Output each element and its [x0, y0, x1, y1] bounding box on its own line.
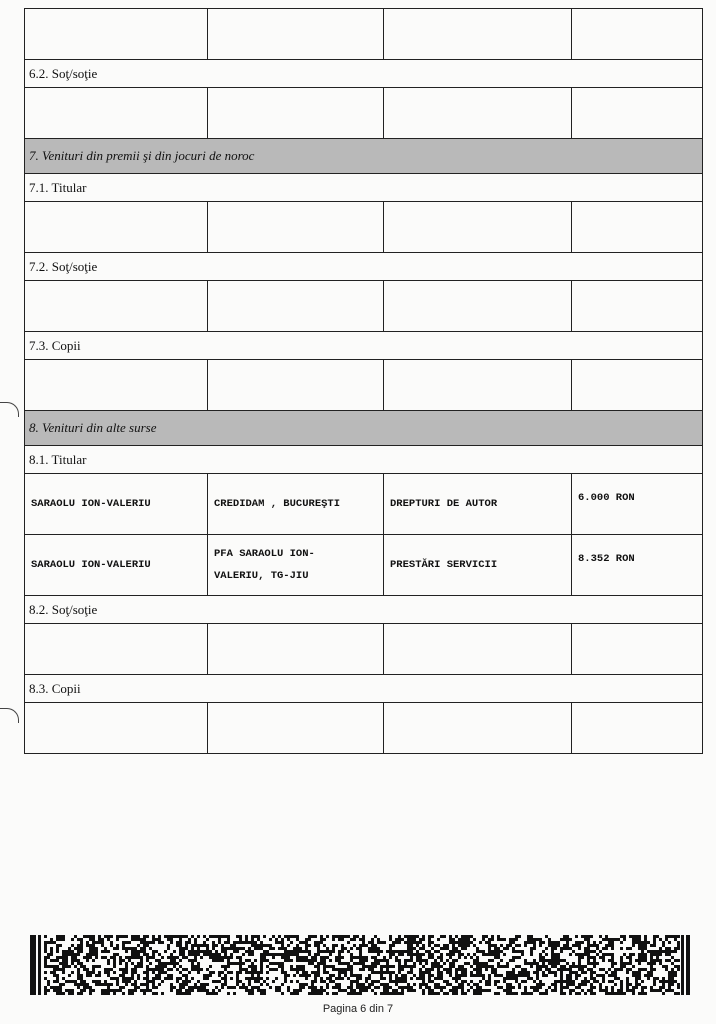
- row-label: 8.2. Soţ/soţie: [25, 596, 702, 624]
- section-header: 8. Venituri din alte surse: [25, 411, 702, 446]
- page-number: Pagina 6 din 7: [322, 1003, 394, 1015]
- table-row: [25, 474, 702, 535]
- row-label: 8.1. Titular: [25, 446, 702, 474]
- service-cell: DREPTURI DE AUTOR: [384, 474, 572, 534]
- beneficiary-cell: SARAOLU ION-VALERIU: [25, 535, 208, 595]
- table-row: [25, 624, 702, 675]
- source-line: VALERIU, TG-JIU: [214, 570, 309, 582]
- beneficiary-cell: SARAOLU ION-VALERIU: [25, 474, 208, 534]
- service-cell: PRESTĂRI SERVICII: [384, 535, 572, 595]
- table-row: [25, 9, 702, 60]
- source-line: PFA SARAOLU ION-: [214, 548, 315, 560]
- punch-hole-mark: [0, 402, 19, 417]
- section-header: 7. Venituri din premii şi din jocuri de noroc: [25, 139, 702, 174]
- table-row: [25, 703, 702, 754]
- row-label: 7.2. Soţ/soţie: [25, 253, 702, 281]
- table-row: [25, 202, 702, 253]
- amount-cell: 8.352 RON: [578, 553, 635, 565]
- table-row: [25, 281, 702, 332]
- row-label: 7.3. Copii: [25, 332, 702, 360]
- source-cell: CREDIDAM , BUCUREŞTI: [208, 474, 384, 534]
- source-cell: [208, 535, 384, 595]
- row-label: 8.3. Copii: [25, 675, 702, 703]
- table-row: [25, 88, 702, 139]
- row-label: 6.2. Soţ/soţie: [25, 60, 702, 88]
- table-row: [25, 535, 702, 596]
- amount-cell: 6.000 RON: [578, 492, 635, 504]
- barcode-image: [30, 935, 690, 995]
- row-label: 7.1. Titular: [25, 174, 702, 202]
- table-row: [25, 360, 702, 411]
- income-declaration-table: [24, 8, 703, 754]
- punch-hole-mark: [0, 708, 19, 723]
